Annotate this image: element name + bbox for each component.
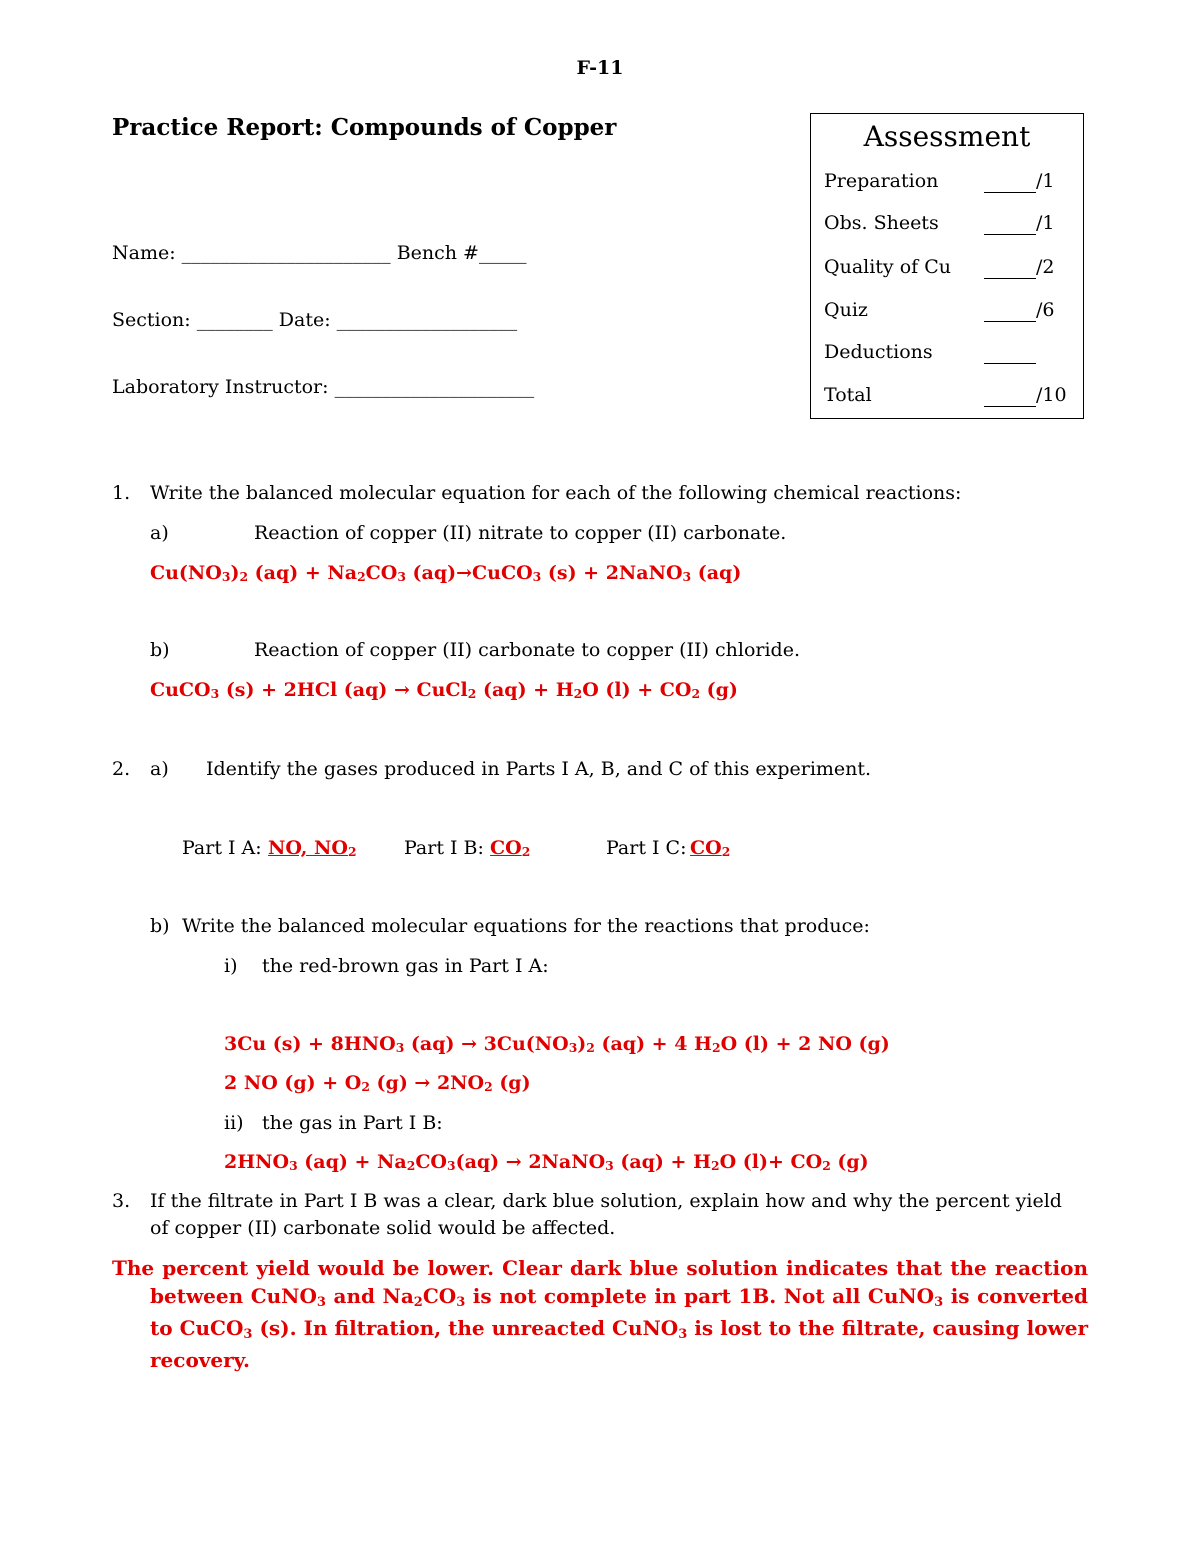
score-blank: [984, 341, 1036, 364]
assessment-row-label: Obs. Sheets: [824, 212, 939, 234]
part-c-answer: $CO_2$: [690, 837, 731, 860]
q2a-label: a): [150, 758, 169, 780]
q2-number: 2.: [112, 758, 131, 780]
assessment-row-label: Quiz: [824, 299, 868, 321]
q1a-answer: $Cu(NO_3)_2$ $(aq) + Na_2CO_3$ (aq)→CuCO$_3$ (s) + 2NaNO$_3$ (aq): [150, 562, 742, 585]
assessment-row-max: /1: [1036, 212, 1055, 234]
q1-text: Write the balanced molecular equation for each of the following chemical reactions:: [150, 482, 962, 504]
part-c-label: Part I C:: [606, 837, 687, 859]
q2a-text: Identify the gases produced in Parts I A, B, and C of this experiment.: [206, 758, 872, 780]
part-a-answer: NO, $NO_2$: [268, 837, 357, 860]
q2b-label: b): [150, 915, 170, 937]
assessment-row-label: Deductions: [824, 341, 933, 363]
q2bi-answer-2: 2 NO $(g) + O_2$ $(g) \to 2NO_2$ (g): [224, 1072, 531, 1095]
q3-answer: The percent yield would be lower. Clear dark blue solution indicates that the reaction between CuNO$_3$ and $Na_2CO_3$ is not complete in part 1B. Not all CuNO$_3$ is converted to CuCO$_3$ (s). In filtration, the unreacted CuNO$_3$ is lost to the filtrate, causing lower recovery.: [112, 1256, 1089, 1372]
assessment-row-label: Preparation: [824, 170, 939, 192]
part-b-label: Part I B:: [404, 837, 484, 859]
score-blank: [984, 384, 1036, 407]
name-bench-field: Name: ______________________ Bench #_____: [112, 242, 527, 264]
assessment-row-label: Quality of Cu: [824, 256, 951, 278]
page-number: F-11: [576, 57, 624, 79]
assessment-row-max: /2: [1036, 256, 1055, 278]
q1b-answer: CuCO$_3$ (s) + 2HCl (aq) → CuCl$_2$ $(aq) + H_2O$ $(l) + CO_2$ (g): [150, 679, 738, 702]
q1b-label: b): [150, 639, 170, 661]
q2bii-answer: $2HNO_3$ $(aq) + Na_2CO_3(aq)$ → 2NaNO$_3$ $(aq) + H_2O$ $(l)+ CO_2$ (g): [224, 1151, 869, 1174]
score-blank: [984, 212, 1036, 235]
assessment-box: [810, 113, 1084, 419]
instructor-field: Laboratory Instructor: _____________________: [112, 376, 535, 398]
q3-text-line1: If the filtrate in Part I B was a clear, dark blue solution, explain how and why the percent yield: [150, 1190, 1062, 1212]
page-title: Practice Report: Compounds of Copper: [112, 114, 617, 141]
q2bii-label: ii): [224, 1112, 244, 1134]
q2bii-text: the gas in Part I B:: [262, 1112, 443, 1134]
score-blank: [984, 299, 1036, 322]
section-date-field: Section: ________ Date: ___________________: [112, 309, 518, 331]
assessment-row-max: /1: [1036, 170, 1055, 192]
score-blank: [984, 170, 1036, 193]
assessment-title: Assessment: [863, 120, 1031, 153]
q1a-text: Reaction of copper (II) nitrate to copper (II) carbonate.: [254, 522, 787, 544]
q1b-text: Reaction of copper (II) carbonate to copper (II) chloride.: [254, 639, 800, 661]
q2b-text: Write the balanced molecular equations for the reactions that produce:: [182, 915, 870, 937]
assessment-row-max: /10: [1036, 384, 1067, 406]
q2bi-answer-1: 3Cu $(s) + 8HNO_3$ $(aq) \to 3Cu(NO_3)_2$ (aq) + 4 $H_2O$ (l) + 2 NO (g): [224, 1033, 890, 1056]
q3-text-line2: of copper (II) carbonate solid would be affected.: [150, 1217, 616, 1239]
q3-number: 3.: [112, 1190, 131, 1212]
part-a-label: Part I A:: [182, 837, 262, 859]
q1-number: 1.: [112, 482, 131, 504]
q2bi-text: the red-brown gas in Part I A:: [262, 955, 549, 977]
assessment-row-max: /6: [1036, 299, 1055, 321]
part-b-answer: $CO_2$: [490, 837, 531, 860]
q2bi-label: i): [224, 955, 238, 977]
score-blank: [984, 256, 1036, 279]
q1a-label: a): [150, 522, 169, 544]
assessment-row-label: Total: [824, 384, 872, 406]
